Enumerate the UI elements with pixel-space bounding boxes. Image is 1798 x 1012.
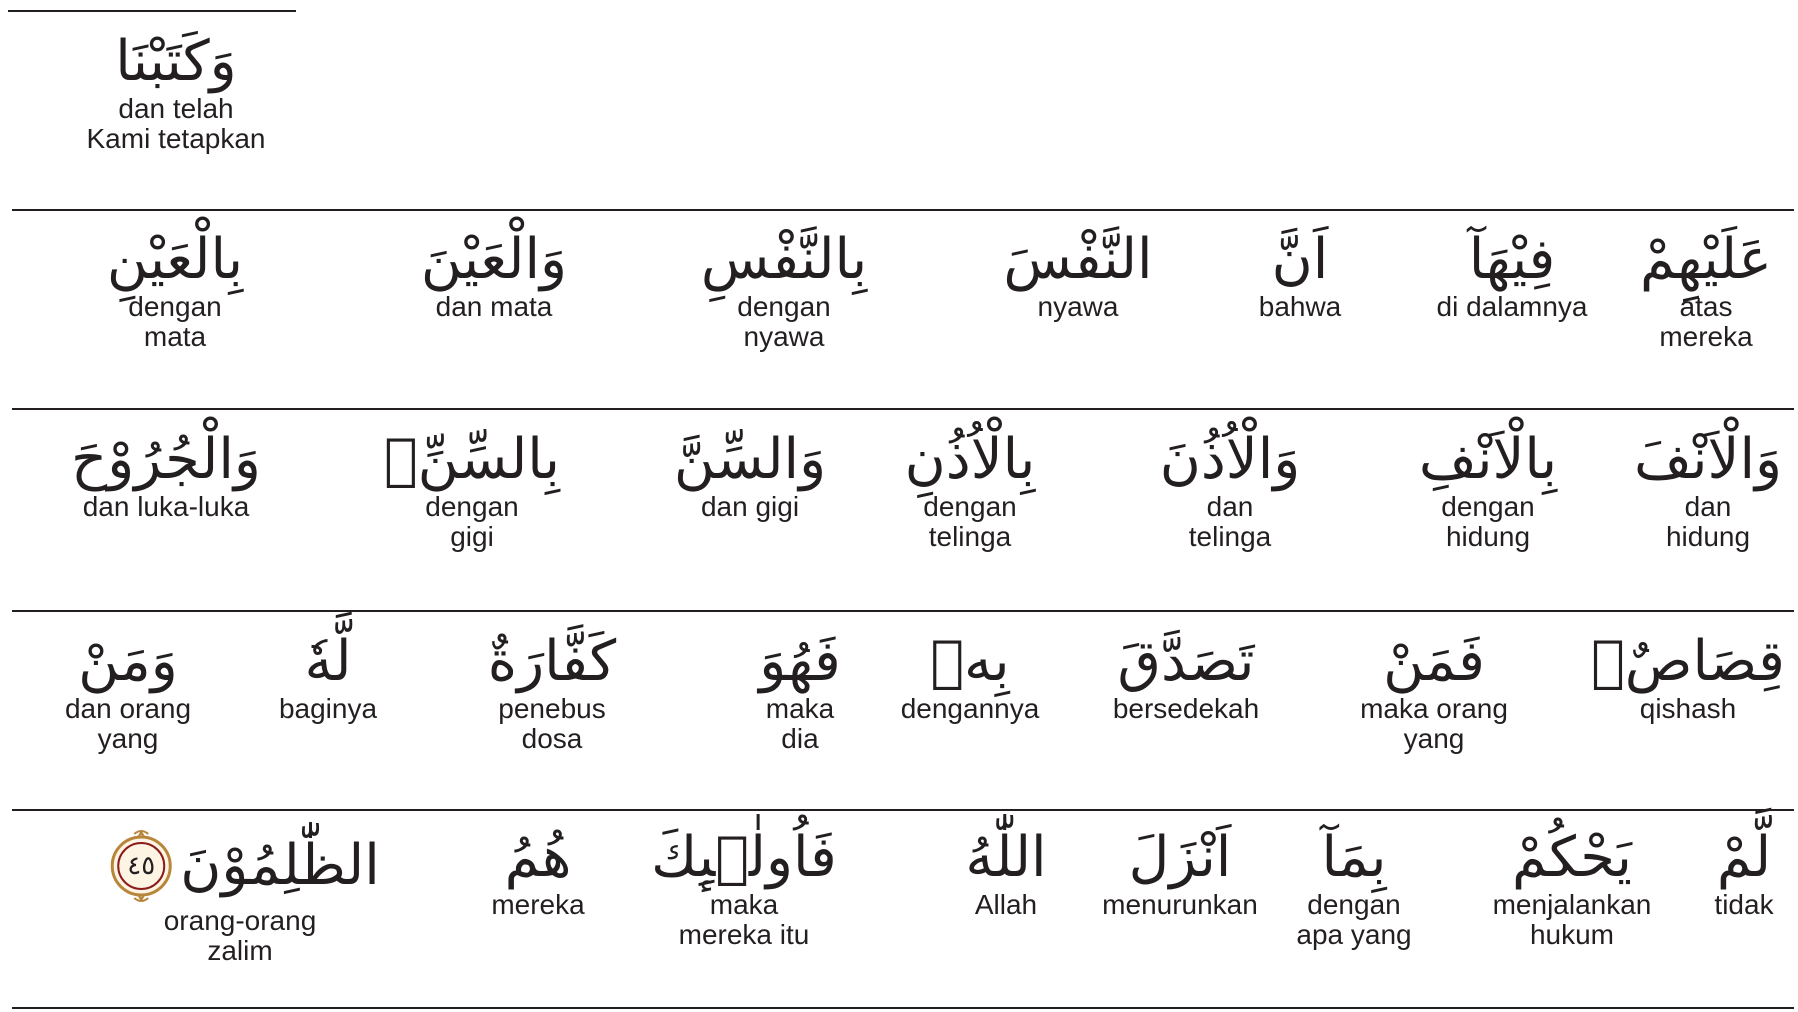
word-translation: maka dia (765, 693, 835, 755)
arabic-word: وَكَتَبْنَا (115, 29, 237, 94)
word-translation: dan luka-luka (82, 491, 250, 523)
arabic-word: عَلَيْهِمْ (1640, 227, 1772, 292)
arabic-word: اَنَّ (1271, 227, 1329, 292)
word-cell (491, 826, 584, 920)
word-translation: dengan nyawa (737, 291, 831, 353)
word-translation: dengan mata (128, 291, 222, 353)
word-cell (488, 630, 616, 754)
word-translation: dengan telinga (923, 491, 1017, 553)
word-cell (1296, 826, 1411, 950)
word-translation: nyawa (1037, 291, 1119, 323)
arabic-word: يَحْكُمْ (1512, 825, 1632, 890)
word-cell (1113, 630, 1259, 724)
word-translation: dengan hidung (1441, 491, 1535, 553)
ayah-number: ٤٥ (127, 851, 156, 881)
word-translation: atas mereka (1659, 291, 1753, 353)
word-translation: penebus dosa (498, 693, 606, 755)
arabic-word: كَفَّارَةٌ (487, 629, 617, 694)
arabic-word: وَمَنْ (78, 629, 178, 694)
arabic-word: هُمُ (504, 825, 572, 890)
arabic-word: اللّٰهُ (965, 825, 1047, 890)
word-translation: dengan gigi (425, 491, 519, 553)
row-divider (12, 610, 1794, 612)
word-cell (701, 228, 867, 352)
word-translation: tidak (1714, 889, 1774, 921)
arabic-word: بِالْاَنْفِ (1418, 427, 1558, 492)
arabic-word-with-marker (100, 826, 380, 906)
word-translation: qishash (1639, 693, 1737, 725)
word-translation: dengannya (900, 693, 1040, 725)
word-cell (1714, 826, 1773, 920)
arabic-word: لَّمْ (1716, 825, 1772, 890)
arabic-word: وَالْاَنْفَ (1633, 427, 1783, 492)
row-divider (12, 809, 1794, 811)
word-cell (1259, 228, 1342, 322)
word-translation: menjalankan hukum (1492, 889, 1652, 951)
word-translation: menurunkan (1102, 889, 1258, 921)
arabic-word: فَمَنْ (1383, 629, 1485, 694)
word-cell (1493, 826, 1652, 950)
word-cell (107, 228, 243, 352)
arabic-word: تَصَدَّقَ (1117, 629, 1255, 694)
arabic-word: النَّفْسَ (1003, 227, 1153, 292)
word-translation: bersedekah (1112, 693, 1260, 725)
word-translation: dengan apa yang (1296, 889, 1412, 951)
word-cell (1360, 630, 1508, 754)
arabic-word: فِيْهَآ (1468, 227, 1556, 292)
word-cell (965, 826, 1046, 920)
word-translation: dan mata (435, 291, 553, 323)
arabic-word: بِمَآ (1321, 825, 1387, 890)
arabic-word: فَاُولٰۤىِٕكَ (651, 825, 837, 890)
word-cell (1640, 228, 1772, 352)
word-cell (674, 428, 826, 522)
word-cell (905, 428, 1036, 552)
top-rule (8, 10, 296, 12)
word-cell (1437, 228, 1588, 322)
word-cell (71, 428, 261, 522)
word-translation: dan telah Kami tetapkan (86, 93, 266, 155)
row-divider (12, 209, 1794, 211)
arabic-word: بِهٖ (930, 629, 1010, 694)
arabic-word: بِالسِّنِّۙ (384, 427, 560, 492)
word-cell (1591, 630, 1785, 724)
arabic-word: وَالْاُذُنَ (1159, 427, 1301, 492)
word-translation: bahwa (1258, 291, 1342, 323)
word-cell (759, 630, 841, 754)
arabic-word: وَالْجُرُوْحَ (71, 427, 261, 492)
word-translation: dan orang yang (64, 693, 192, 755)
word-cell (1160, 428, 1301, 552)
word-translation: maka orang yang (1360, 693, 1508, 755)
arabic-word: فَهُوَ (759, 629, 841, 694)
word-cell (421, 228, 567, 322)
word-cell (87, 30, 266, 154)
arabic-word: قِصَاصٌۗ (1591, 629, 1785, 694)
arabic-word: بِالْعَيْنِ (106, 227, 244, 292)
arabic-word: وَالسِّنَّ (673, 427, 827, 492)
word-translation: dan gigi (700, 491, 800, 523)
word-cell (651, 826, 837, 950)
arabic-word: بِالنَّفْسِ (700, 227, 868, 292)
word-cell (65, 630, 191, 754)
word-cell (279, 630, 377, 724)
word-translation: dan hidung (1665, 491, 1751, 553)
word-cell (100, 826, 380, 966)
row-divider (12, 408, 1794, 410)
word-translation: mereka (491, 889, 585, 921)
ayah-number-marker (106, 826, 176, 906)
word-cell (384, 428, 560, 552)
word-translation: baginya (278, 693, 378, 725)
word-translation: maka mereka itu (678, 889, 810, 951)
word-cell (1003, 228, 1152, 322)
arabic-word: وَالْعَيْنَ (420, 227, 568, 292)
arabic-word: الظّٰلِمُوْنَ (180, 832, 380, 898)
arabic-word: لَّهٗ (304, 629, 352, 694)
word-translation: orang-orang zalim (163, 905, 317, 966)
word-cell (1419, 428, 1557, 552)
word-translation: di dalamnya (1436, 291, 1588, 323)
word-translation: Allah (974, 889, 1038, 921)
word-translation: dan telinga (1188, 491, 1272, 553)
word-cell (1102, 826, 1258, 920)
word-cell (1634, 428, 1782, 552)
bottom-rule (12, 1007, 1794, 1009)
word-cell (901, 630, 1040, 724)
arabic-word: اَنْزَلَ (1128, 825, 1232, 890)
arabic-word: بِالْاُذُنِ (904, 427, 1036, 492)
